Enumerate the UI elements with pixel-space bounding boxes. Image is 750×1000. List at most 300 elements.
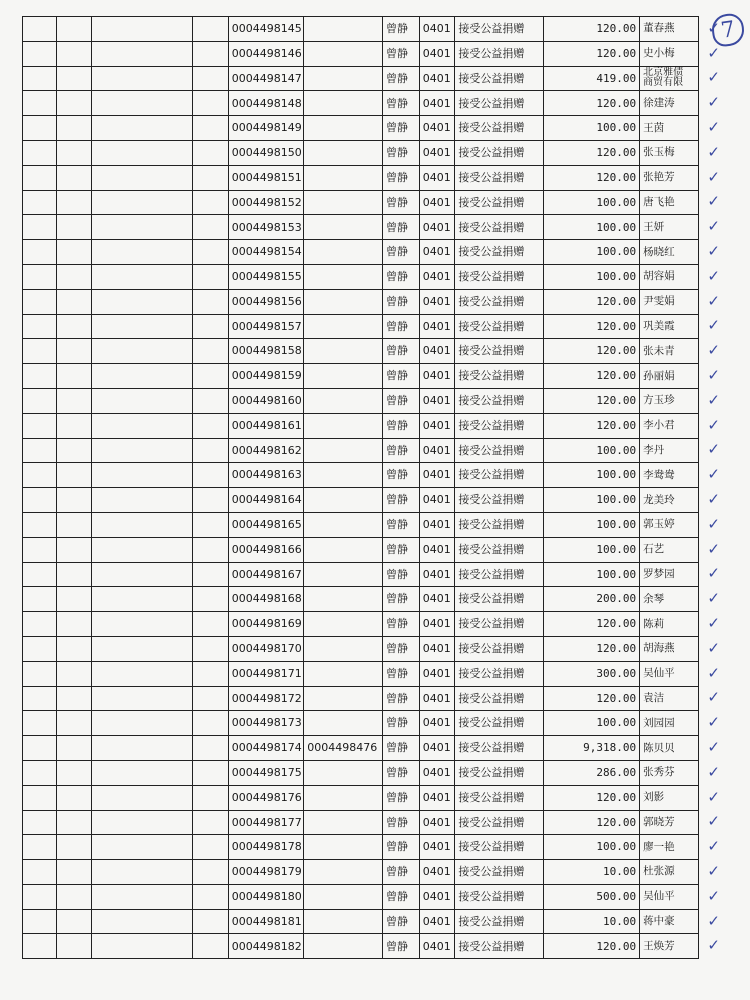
donor-name: 郭玉婷	[643, 518, 675, 531]
donation-ledger-table	[22, 16, 720, 959]
department-code-cell: 0401	[419, 140, 455, 165]
donor-name-cell	[640, 17, 720, 42]
table-row	[23, 612, 699, 637]
blank-cell-3	[92, 587, 193, 612]
table-row	[23, 314, 699, 339]
voucher-number-cell: 0004498164	[228, 488, 304, 513]
blank-cell-1	[23, 364, 57, 389]
description-cell: 接受公益捐赠	[455, 264, 543, 289]
department-code-cell: 0401	[419, 512, 455, 537]
reference-number-cell	[304, 884, 383, 909]
blank-cell-1	[23, 884, 57, 909]
amount-cell: 300.00	[543, 661, 640, 686]
amount-cell: 10.00	[543, 909, 640, 934]
department-code-cell: 0401	[419, 339, 455, 364]
handwritten-check-icon: ✓	[707, 93, 720, 112]
staff-cell: 曾静	[383, 215, 420, 240]
blank-cell-2	[56, 636, 92, 661]
blank-cell-3	[92, 835, 193, 860]
blank-cell-2	[56, 41, 92, 66]
staff-cell: 曾静	[383, 686, 420, 711]
description-cell: 接受公益捐赠	[455, 934, 543, 959]
donor-name-cell	[640, 91, 720, 116]
handwritten-check-icon: ✓	[707, 539, 720, 558]
blank-cell-3	[92, 339, 193, 364]
donor-name-cell	[640, 463, 720, 488]
table-row	[23, 562, 699, 587]
blank-cell-1	[23, 909, 57, 934]
department-code-cell: 0401	[419, 587, 455, 612]
staff-cell: 曾静	[383, 512, 420, 537]
blank-cell-3	[92, 314, 193, 339]
voucher-number-cell: 0004498146	[228, 41, 304, 66]
reference-number-cell	[304, 438, 383, 463]
description-cell: 接受公益捐赠	[455, 215, 543, 240]
blank-cell-3	[92, 488, 193, 513]
handwritten-check-icon: ✓	[707, 490, 720, 509]
blank-cell-2	[56, 116, 92, 141]
staff-cell: 曾静	[383, 140, 420, 165]
blank-cell-3	[92, 512, 193, 537]
blank-cell-2	[56, 463, 92, 488]
blank-cell-1	[23, 140, 57, 165]
department-code-cell: 0401	[419, 860, 455, 885]
handwritten-check-icon: ✓	[707, 291, 720, 310]
department-code-cell: 0401	[419, 413, 455, 438]
donor-name-cell	[640, 512, 720, 537]
reference-number-cell	[304, 240, 383, 265]
handwritten-check-icon: ✓	[707, 19, 720, 38]
department-code-cell: 0401	[419, 934, 455, 959]
blank-cell-4	[193, 736, 229, 761]
reference-number-cell	[304, 488, 383, 513]
description-cell: 接受公益捐赠	[455, 41, 543, 66]
amount-cell: 286.00	[543, 760, 640, 785]
donor-name: 郭晓芳	[643, 815, 675, 828]
staff-cell: 曾静	[383, 661, 420, 686]
blank-cell-3	[92, 116, 193, 141]
donor-name: 巩美霞	[643, 319, 675, 332]
blank-cell-4	[193, 537, 229, 562]
blank-cell-4	[193, 264, 229, 289]
handwritten-check-icon: ✓	[707, 167, 720, 186]
reference-number-cell	[304, 190, 383, 215]
blank-cell-1	[23, 438, 57, 463]
blank-cell-4	[193, 289, 229, 314]
blank-cell-1	[23, 339, 57, 364]
voucher-number-cell: 0004498161	[228, 413, 304, 438]
blank-cell-2	[56, 190, 92, 215]
blank-cell-2	[56, 884, 92, 909]
blank-cell-1	[23, 686, 57, 711]
department-code-cell: 0401	[419, 562, 455, 587]
blank-cell-2	[56, 264, 92, 289]
voucher-number-cell: 0004498163	[228, 463, 304, 488]
amount-cell: 120.00	[543, 165, 640, 190]
blank-cell-3	[92, 388, 193, 413]
staff-cell: 曾静	[383, 835, 420, 860]
blank-cell-4	[193, 810, 229, 835]
voucher-number-cell: 0004498176	[228, 785, 304, 810]
donor-name-cell	[640, 909, 720, 934]
table-row	[23, 835, 699, 860]
donor-name: 余琴	[643, 592, 665, 605]
blank-cell-2	[56, 587, 92, 612]
staff-cell: 曾静	[383, 562, 420, 587]
donor-name: 蒋中豪	[643, 915, 675, 928]
ledger-body	[23, 17, 720, 959]
donor-name-cell	[640, 736, 720, 761]
blank-cell-1	[23, 537, 57, 562]
donor-name-cell	[640, 488, 720, 513]
department-code-cell: 0401	[419, 463, 455, 488]
blank-cell-3	[92, 438, 193, 463]
handwritten-check-icon: ✓	[707, 514, 720, 533]
department-code-cell: 0401	[419, 240, 455, 265]
reference-number-cell	[304, 364, 383, 389]
staff-cell: 曾静	[383, 587, 420, 612]
description-cell: 接受公益捐赠	[455, 190, 543, 215]
amount-cell: 120.00	[543, 339, 640, 364]
table-row	[23, 661, 699, 686]
blank-cell-1	[23, 463, 57, 488]
amount-cell: 120.00	[543, 289, 640, 314]
donor-name: 杨晓红	[643, 245, 675, 258]
table-row	[23, 463, 699, 488]
blank-cell-3	[92, 41, 193, 66]
donor-name: 方玉珍	[643, 394, 675, 407]
reference-number-cell	[304, 934, 383, 959]
staff-cell: 曾静	[383, 66, 420, 91]
description-cell: 接受公益捐赠	[455, 512, 543, 537]
blank-cell-2	[56, 711, 92, 736]
voucher-number-cell: 0004498156	[228, 289, 304, 314]
blank-cell-4	[193, 41, 229, 66]
table-row	[23, 41, 699, 66]
handwritten-check-icon: ✓	[707, 638, 720, 657]
blank-cell-4	[193, 612, 229, 637]
amount-cell: 120.00	[543, 388, 640, 413]
amount-cell: 120.00	[543, 17, 640, 42]
amount-cell: 100.00	[543, 215, 640, 240]
donor-name-cell	[640, 116, 720, 141]
blank-cell-1	[23, 711, 57, 736]
staff-cell: 曾静	[383, 810, 420, 835]
voucher-number-cell: 0004498152	[228, 190, 304, 215]
blank-cell-2	[56, 860, 92, 885]
table-row	[23, 785, 699, 810]
amount-cell: 10.00	[543, 860, 640, 885]
reference-number-cell	[304, 91, 383, 116]
description-cell: 接受公益捐赠	[455, 661, 543, 686]
donor-name-cell	[640, 860, 720, 885]
description-cell: 接受公益捐赠	[455, 339, 543, 364]
blank-cell-2	[56, 512, 92, 537]
description-cell: 接受公益捐赠	[455, 364, 543, 389]
amount-cell: 120.00	[543, 785, 640, 810]
description-cell: 接受公益捐赠	[455, 289, 543, 314]
blank-cell-3	[92, 884, 193, 909]
donor-name: 廖一艳	[643, 840, 675, 853]
voucher-number-cell: 0004498153	[228, 215, 304, 240]
amount-cell: 120.00	[543, 364, 640, 389]
handwritten-check-icon: ✓	[707, 911, 720, 930]
blank-cell-1	[23, 289, 57, 314]
donor-name: 李小君	[643, 419, 675, 432]
table-row	[23, 587, 699, 612]
staff-cell: 曾静	[383, 339, 420, 364]
staff-cell: 曾静	[383, 165, 420, 190]
amount-cell: 100.00	[543, 264, 640, 289]
voucher-number-cell: 0004498173	[228, 711, 304, 736]
reference-number-cell	[304, 17, 383, 42]
donor-name-cell	[640, 264, 720, 289]
amount-cell: 120.00	[543, 140, 640, 165]
handwritten-check-icon: ✓	[707, 812, 720, 831]
blank-cell-3	[92, 91, 193, 116]
donor-name: 尹雯娟	[643, 295, 675, 308]
voucher-number-cell: 0004498157	[228, 314, 304, 339]
table-row	[23, 537, 699, 562]
donor-name: 李丹	[643, 443, 665, 456]
blank-cell-4	[193, 686, 229, 711]
blank-cell-2	[56, 165, 92, 190]
blank-cell-1	[23, 413, 57, 438]
blank-cell-4	[193, 488, 229, 513]
description-cell: 接受公益捐赠	[455, 711, 543, 736]
department-code-cell: 0401	[419, 785, 455, 810]
donor-name: 杜张源	[643, 865, 675, 878]
donor-name: 王妍	[643, 220, 665, 233]
blank-cell-4	[193, 364, 229, 389]
table-row	[23, 860, 699, 885]
handwritten-check-icon: ✓	[707, 688, 720, 707]
donor-name: 张未青	[643, 344, 675, 357]
table-row	[23, 388, 699, 413]
blank-cell-2	[56, 760, 92, 785]
donor-name: 胡容娟	[643, 270, 675, 283]
description-cell: 接受公益捐赠	[455, 884, 543, 909]
description-cell: 接受公益捐赠	[455, 587, 543, 612]
table-row	[23, 116, 699, 141]
donor-name-cell	[640, 711, 720, 736]
staff-cell: 曾静	[383, 760, 420, 785]
voucher-number-cell: 0004498159	[228, 364, 304, 389]
donor-name-cell	[640, 636, 720, 661]
reference-number-cell	[304, 314, 383, 339]
amount-cell: 120.00	[543, 934, 640, 959]
page-number-mark: 7	[710, 12, 746, 48]
blank-cell-3	[92, 860, 193, 885]
blank-cell-2	[56, 413, 92, 438]
handwritten-check-icon: ✓	[707, 242, 720, 261]
amount-cell: 100.00	[543, 190, 640, 215]
staff-cell: 曾静	[383, 116, 420, 141]
description-cell: 接受公益捐赠	[455, 388, 543, 413]
description-cell: 接受公益捐赠	[455, 636, 543, 661]
reference-number-cell	[304, 41, 383, 66]
table-row	[23, 909, 699, 934]
department-code-cell: 0401	[419, 736, 455, 761]
blank-cell-4	[193, 17, 229, 42]
reference-number-cell	[304, 264, 383, 289]
donor-name-cell	[640, 41, 720, 66]
blank-cell-2	[56, 686, 92, 711]
department-code-cell: 0401	[419, 488, 455, 513]
donor-name: 刘园园	[643, 716, 675, 729]
blank-cell-2	[56, 17, 92, 42]
staff-cell: 曾静	[383, 612, 420, 637]
amount-cell: 100.00	[543, 240, 640, 265]
blank-cell-4	[193, 661, 229, 686]
table-row	[23, 413, 699, 438]
voucher-number-cell: 0004498177	[228, 810, 304, 835]
handwritten-check-icon: ✓	[707, 738, 720, 757]
blank-cell-1	[23, 934, 57, 959]
blank-cell-4	[193, 91, 229, 116]
blank-cell-1	[23, 835, 57, 860]
voucher-number-cell: 0004498165	[228, 512, 304, 537]
blank-cell-4	[193, 413, 229, 438]
reference-number-cell	[304, 562, 383, 587]
voucher-number-cell: 0004498166	[228, 537, 304, 562]
table-row	[23, 736, 699, 761]
blank-cell-4	[193, 438, 229, 463]
blank-cell-3	[92, 736, 193, 761]
blank-cell-3	[92, 612, 193, 637]
table-row	[23, 17, 699, 42]
blank-cell-3	[92, 909, 193, 934]
donor-name-cell	[640, 612, 720, 637]
blank-cell-3	[92, 661, 193, 686]
reference-number-cell	[304, 661, 383, 686]
blank-cell-2	[56, 289, 92, 314]
reference-number-cell	[304, 215, 383, 240]
blank-cell-2	[56, 661, 92, 686]
staff-cell: 曾静	[383, 17, 420, 42]
handwritten-check-icon: ✓	[707, 886, 720, 905]
voucher-number-cell: 0004498167	[228, 562, 304, 587]
voucher-number-cell: 0004498147	[228, 66, 304, 91]
reference-number-cell	[304, 860, 383, 885]
donor-name-cell	[640, 165, 720, 190]
table-row	[23, 91, 699, 116]
handwritten-check-icon: ✓	[707, 390, 720, 409]
donor-name-cell	[640, 884, 720, 909]
amount-cell: 200.00	[543, 587, 640, 612]
table-row	[23, 760, 699, 785]
reference-number-cell	[304, 289, 383, 314]
staff-cell: 曾静	[383, 41, 420, 66]
amount-cell: 500.00	[543, 884, 640, 909]
donor-name: 陈贝贝	[643, 741, 675, 754]
department-code-cell: 0401	[419, 190, 455, 215]
voucher-number-cell: 0004498155	[228, 264, 304, 289]
department-code-cell: 0401	[419, 810, 455, 835]
voucher-number-cell: 0004498172	[228, 686, 304, 711]
amount-cell: 100.00	[543, 488, 640, 513]
reference-number-cell	[304, 140, 383, 165]
donor-name-cell	[640, 314, 720, 339]
staff-cell: 曾静	[383, 463, 420, 488]
blank-cell-4	[193, 587, 229, 612]
department-code-cell: 0401	[419, 264, 455, 289]
staff-cell: 曾静	[383, 736, 420, 761]
blank-cell-1	[23, 661, 57, 686]
donor-name-cell	[640, 413, 720, 438]
department-code-cell: 0401	[419, 760, 455, 785]
blank-cell-4	[193, 562, 229, 587]
donor-name: 董春燕	[643, 22, 675, 35]
table-row	[23, 190, 699, 215]
blank-cell-4	[193, 314, 229, 339]
voucher-number-cell: 0004498151	[228, 165, 304, 190]
voucher-number-cell: 0004498174	[228, 736, 304, 761]
amount-cell: 120.00	[543, 413, 640, 438]
blank-cell-4	[193, 165, 229, 190]
table-row	[23, 215, 699, 240]
description-cell: 接受公益捐赠	[455, 488, 543, 513]
department-code-cell: 0401	[419, 66, 455, 91]
blank-cell-1	[23, 785, 57, 810]
amount-cell: 100.00	[543, 116, 640, 141]
description-cell: 接受公益捐赠	[455, 91, 543, 116]
blank-cell-4	[193, 711, 229, 736]
blank-cell-3	[92, 264, 193, 289]
staff-cell: 曾静	[383, 364, 420, 389]
donor-name: 张艳芳	[643, 171, 675, 184]
department-code-cell: 0401	[419, 289, 455, 314]
voucher-number-cell: 0004498168	[228, 587, 304, 612]
reference-number-cell	[304, 612, 383, 637]
staff-cell: 曾静	[383, 909, 420, 934]
department-code-cell: 0401	[419, 364, 455, 389]
blank-cell-3	[92, 810, 193, 835]
blank-cell-1	[23, 860, 57, 885]
voucher-number-cell: 0004498180	[228, 884, 304, 909]
blank-cell-4	[193, 116, 229, 141]
handwritten-check-icon: ✓	[707, 68, 720, 87]
donor-name-cell	[640, 686, 720, 711]
handwritten-check-icon: ✓	[707, 316, 720, 335]
blank-cell-4	[193, 215, 229, 240]
blank-cell-2	[56, 438, 92, 463]
amount-cell: 419.00	[543, 66, 640, 91]
donor-name: 石艺	[643, 543, 665, 556]
blank-cell-1	[23, 165, 57, 190]
table-row	[23, 339, 699, 364]
description-cell: 接受公益捐赠	[455, 785, 543, 810]
blank-cell-4	[193, 190, 229, 215]
staff-cell: 曾静	[383, 240, 420, 265]
blank-cell-1	[23, 810, 57, 835]
blank-cell-3	[92, 537, 193, 562]
donor-name-cell	[640, 364, 720, 389]
blank-cell-2	[56, 612, 92, 637]
donor-name-cell	[640, 661, 720, 686]
donor-name: 袁洁	[643, 691, 665, 704]
donor-name-cell	[640, 66, 720, 91]
voucher-number-cell: 0004498182	[228, 934, 304, 959]
blank-cell-4	[193, 636, 229, 661]
department-code-cell: 0401	[419, 91, 455, 116]
blank-cell-3	[92, 17, 193, 42]
description-cell: 接受公益捐赠	[455, 835, 543, 860]
blank-cell-3	[92, 463, 193, 488]
staff-cell: 曾静	[383, 388, 420, 413]
amount-cell: 100.00	[543, 562, 640, 587]
blank-cell-1	[23, 314, 57, 339]
